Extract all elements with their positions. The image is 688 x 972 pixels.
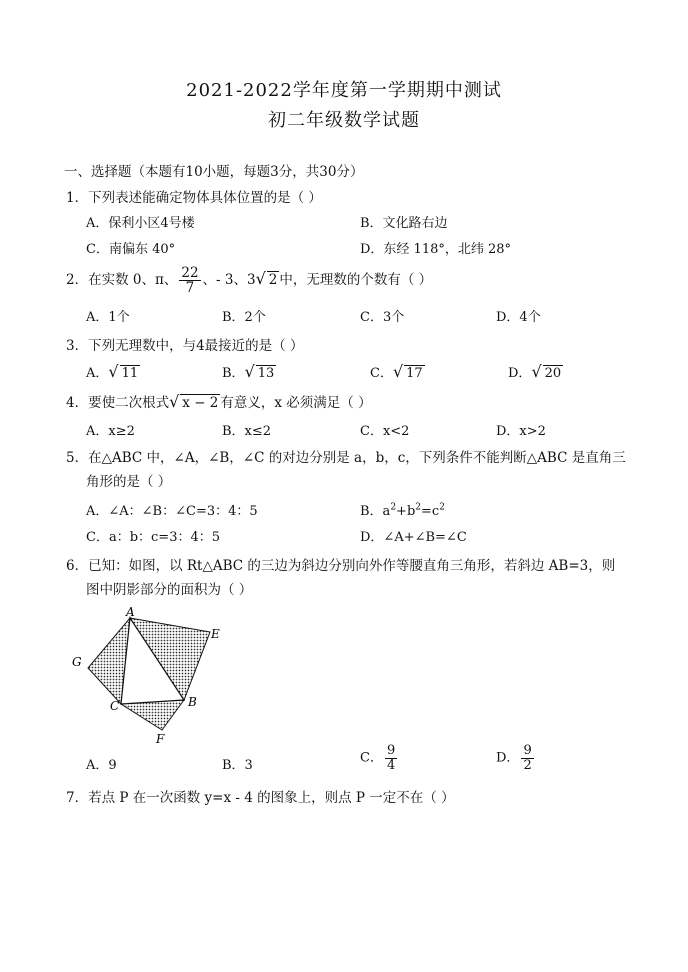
q4-option-a: A．x≥2 — [86, 424, 135, 439]
q6-stem-line2: 图中阴影部分的面积为（ ） — [86, 582, 253, 598]
q6-d-num: 9 — [523, 743, 532, 758]
label-f: F — [156, 732, 165, 746]
q1-stem: 1．下列表述能确定物体具体位置的是（ ） — [66, 190, 322, 206]
q1-option-c: C．南偏东 40° — [86, 242, 176, 257]
q3-c-radicand: 17 — [406, 366, 423, 381]
q2-suffix: 中，无理数的个数有（ ） — [279, 272, 433, 289]
q2-sep1: 、 — [163, 272, 178, 289]
q6-option-d — [496, 744, 536, 772]
exam-title-year: 2021-2022学年度第一学期期中测试 — [186, 80, 502, 101]
q6-d-fraction — [521, 744, 533, 772]
q5-option-a: A．∠A：∠B：∠C=3：4：5 — [86, 504, 258, 519]
q6-option-b: B．3 — [222, 758, 253, 773]
q1-option-d: D．东经 118°，北纬 28° — [360, 242, 512, 257]
q5-stem-line1: 5．在△ABC 中，∠A，∠B，∠C 的对边分别是 a，b，c，下列条件不能判断△ABC 是直角三 — [66, 450, 626, 466]
label-a: A — [126, 606, 135, 619]
label-g: G — [72, 655, 82, 669]
q2-option-c: C．3个 — [360, 310, 405, 325]
q4-option-b: B．x≤2 — [222, 424, 272, 439]
q3-d-radicand: 20 — [544, 366, 562, 381]
q5-b-sup1: 2 — [390, 502, 397, 513]
q2-stem — [66, 266, 432, 295]
q3-stem: 3．下列无理数中，与4最接近的是（ ） — [66, 338, 304, 354]
q2-option-d: D．4个 — [496, 310, 541, 325]
radical-sign: √ — [169, 392, 180, 411]
q5-option-c: C．a：b：c=3：4：5 — [86, 530, 221, 545]
q2-pi: π — [154, 272, 164, 289]
q5-b-pre: B．a — [360, 504, 391, 519]
q1-option-a: A．保利小区4号楼 — [86, 216, 195, 231]
q3-b-label: B． — [222, 366, 245, 381]
q2-option-a: A．1个 — [86, 310, 130, 325]
q1-option-b: B．文化路右边 — [360, 216, 448, 231]
q2-fraction — [179, 266, 200, 295]
q6-c-label: C． — [360, 750, 383, 766]
q3-option-c — [370, 362, 425, 381]
q3-c-label: C． — [370, 366, 393, 381]
q3-option-b — [222, 362, 276, 381]
q5-b-sup3: 2 — [439, 502, 445, 513]
label-b: B — [188, 695, 197, 709]
label-e: E — [211, 627, 220, 641]
exam-title-grade: 初二年级数学试题 — [268, 110, 420, 131]
radical-sign: √ — [392, 362, 404, 381]
q3-option-d — [508, 362, 563, 381]
q3-a-label: A． — [86, 366, 109, 381]
q5-b-mid: +b — [396, 504, 416, 519]
q6-d-label: D． — [496, 750, 520, 766]
radical-sign: √ — [531, 362, 542, 381]
q2-coef: 3 — [247, 272, 256, 289]
q4-option-c: C．x<2 — [360, 424, 410, 439]
q7-stem: 7．若点 P 在一次函数 y=x - 4 的图象上，则点 P 一定不在（ ） — [66, 790, 455, 806]
q6-c-fraction — [385, 744, 397, 772]
q6-c-den: 4 — [386, 757, 396, 773]
q5-b-eq: =c — [421, 504, 440, 519]
q3-b-radicand: 13 — [257, 366, 275, 381]
q5-b-sup2: 2 — [415, 502, 421, 513]
q6-c-num: 9 — [386, 743, 396, 758]
q5-option-d: D．∠A+∠B=∠C — [360, 530, 467, 545]
q4-radicand: x − 2 — [182, 395, 219, 411]
q3-d-label: D． — [508, 366, 532, 381]
q4-suffix: 有意义，x 必须满足（ ） — [220, 395, 372, 411]
q2-radical-sign: √ — [255, 269, 266, 289]
radical-sign: √ — [244, 362, 255, 381]
q4-stem — [66, 391, 372, 411]
q3-a-radicand: 11 — [121, 366, 139, 381]
q6-d-den: 2 — [523, 757, 532, 773]
q4-prefix: 4．要使二次根式 — [66, 395, 170, 411]
q3-option-a — [86, 362, 140, 381]
triangle-cbf — [121, 700, 184, 730]
radical-sign: √ — [108, 362, 119, 381]
q2-sep2: 、- 3、 — [202, 272, 247, 289]
label-c: C — [110, 699, 120, 713]
q5-stem-line2: 角形的是（ ） — [86, 474, 172, 490]
q6-stem-line1: 6．已知：如图，以 Rt△ABC 的三边为斜边分别向外作等腰直角三角形，若斜边 AB=3，则 — [66, 558, 616, 574]
q2-frac-den: 7 — [185, 280, 195, 297]
q2-prefix: 2．在实数 0、 — [66, 272, 155, 289]
q6-option-a: A．9 — [86, 758, 117, 773]
q5-option-b — [360, 500, 445, 519]
q6-figure — [64, 606, 234, 746]
q6-option-c — [360, 744, 399, 772]
q2-frac-num: 22 — [181, 265, 199, 281]
q2-radicand: 2 — [268, 272, 278, 289]
q2-option-b: B．2个 — [222, 310, 266, 325]
section-heading: 一、选择题（本题有10小题，每题3分，共30分） — [64, 164, 364, 180]
q4-option-d: D．x>2 — [496, 424, 546, 439]
